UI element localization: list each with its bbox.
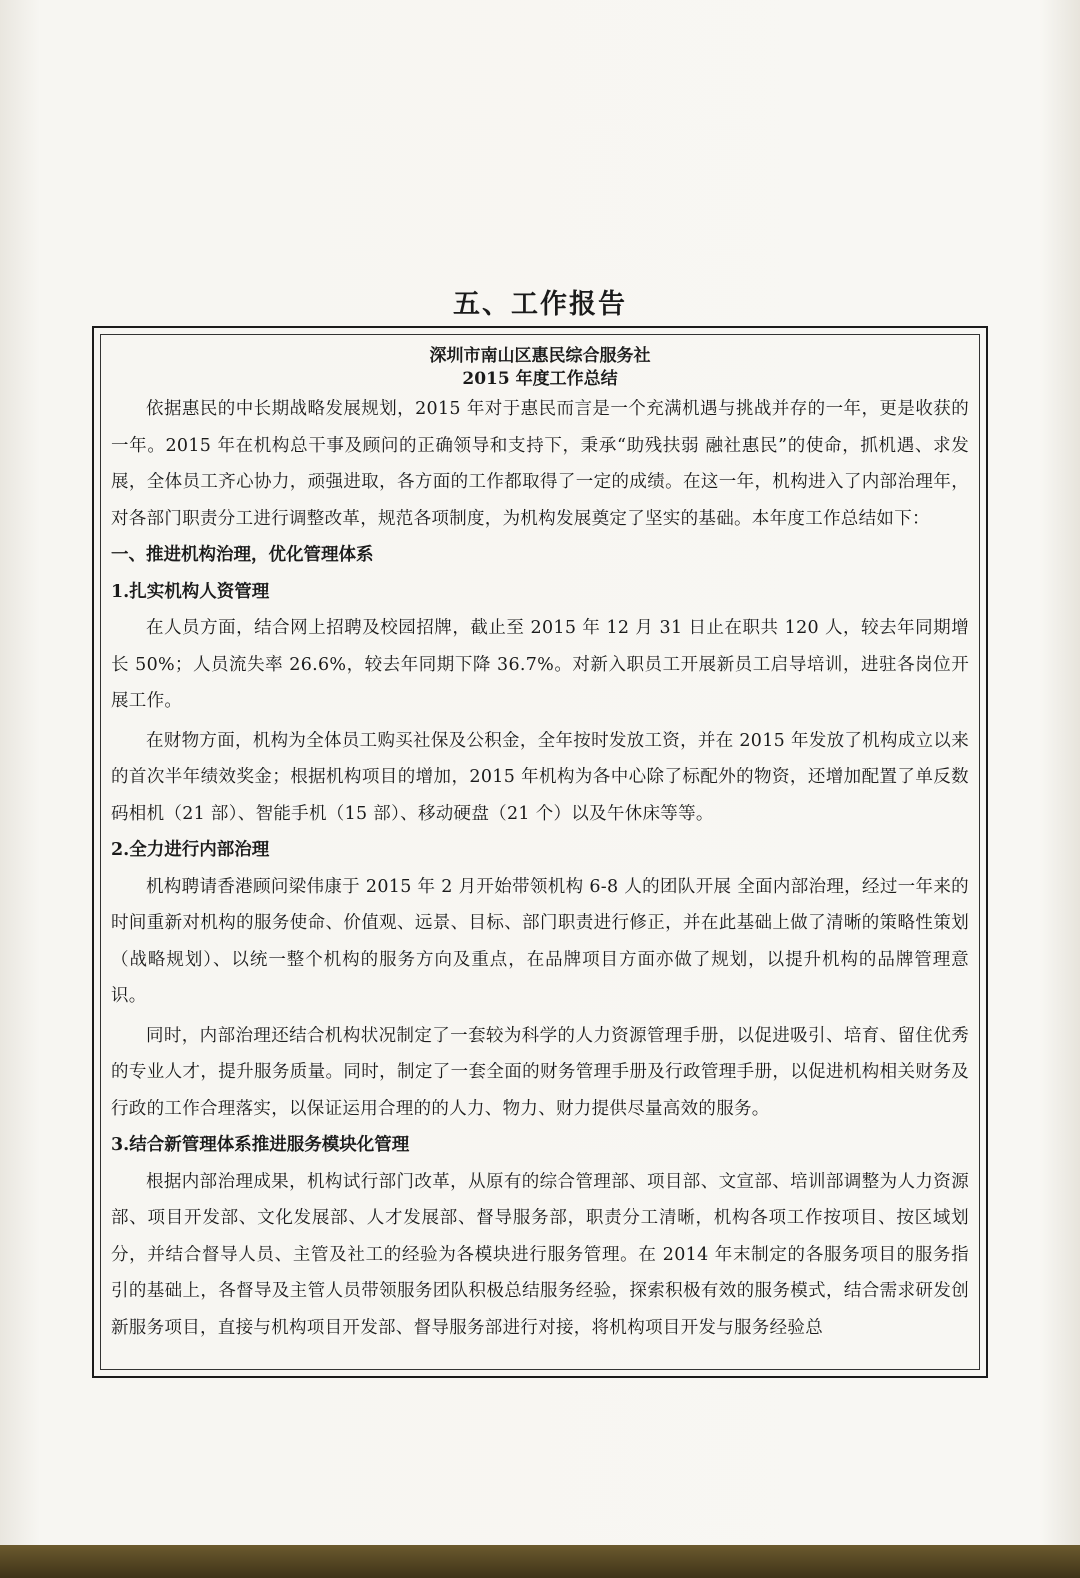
intro-paragraph: 依据惠民的中长期战略发展规划，2015 年对于惠民而言是一个充满机遇与挑战并存的一年，更是收获的一年。2015 年在机构总干事及顾问的正确领导和支持下，秉承“助残扶弱 融社惠民”的使命，抓机遇、求发展，全体员工齐心协力，顽强进取，各方面的工作都取得了一定的成绩。在这一年，机构进入了内部治理年，对各部门职责分工进行调整改革，规范各项制度，为机构发展奠定了坚实的基础。本年度工作总结如下： [111,399,969,529]
organization-name: 深圳市南山区惠民综合服务社 [429,346,651,366]
subheading-hr: 1.扎实机构人资管理 [111,581,270,602]
section-title: 五、工作报告 [453,289,627,320]
subheading-internal-governance: 2.全力进行内部治理 [111,840,270,860]
paragraph-reform: 根据内部治理成果，机构试行部门改革，从原有的综合管理部、项目部、文宣部、培训部调整为人力资源部、项目开发部、文化发展部、人才发展部、督导服务部，职责分工清晰，机构各项工作按项目、按区域划分，并结合督导人员、主管及社工的经验为各模块进行服务管理。在 2014 年末制定的各服务项目的服务指引的基础上，各督导及主管人员带领服务团队积极总结服务经验，探索积极有效的服务模式，结合需求研发创新服务项目，直接与机构项目开发部、督导服务部进行对接，将机构项目开发与服务经验总 [111,1171,969,1338]
paragraph-manuals: 同时，内部治理还结合机构状况制定了一套较为科学的人力资源管理手册，以促进吸引、培育、留住优秀的专业人才，提升服务质量。同时，制定了一套全面的财务管理手册及行政管理手册，以促进机构相关财务及行政的工作合理落实，以保证运用合理的的人力、物力、财力提供尽量高效的服务。 [111,1025,969,1119]
paragraph-finance: 在财物方面，机构为全体员工购买社保及公积金，全年按时发放工资，并在 2015 年发放了机构成立以来的首次半年绩效奖金；根据机构项目的增加，2015 年机构为各中心除了标配外的物资，还增加配置了单反数码相机（21 部）、智能手机（15 部）、移动硬盘（21 个）以及午休床等等。 [111,730,969,824]
report-title: 2015 年度工作总结 [462,369,618,389]
report-frame [92,326,988,1378]
paragraph-personnel: 在人员方面，结合网上招聘及校园招牌，截止至 2015 年 12 月 31 日止在职共 120 人，较去年同期增长 50%；人员流失率 26.6%，较去年同期下降 36.7%。对新入职员工开展新员工启导培训，进驻各岗位开展工作。 [111,618,969,711]
page-bottom-edge [0,1545,1080,1578]
subheading-modular-management: 3.结合新管理体系推进服务模块化管理 [111,1135,410,1155]
heading-governance: 一、推进机构治理，优化管理体系 [111,545,374,565]
report-body [100,334,980,1370]
paragraph-consultant: 机构聘请香港顾问梁伟康于 2015 年 2 月开始带领机构 6-8 人的团队开展 全面内部治理，经过一年来的时间重新对机构的服务使命、价值观、远景、目标、部门职责进行修正，并在此基础上做了清晰的策略性策划（战略规划）、以统一整个机构的服务方向及重点，在品牌项目方面亦做了规划，以提升机构的品牌管理意识。 [111,876,969,1006]
